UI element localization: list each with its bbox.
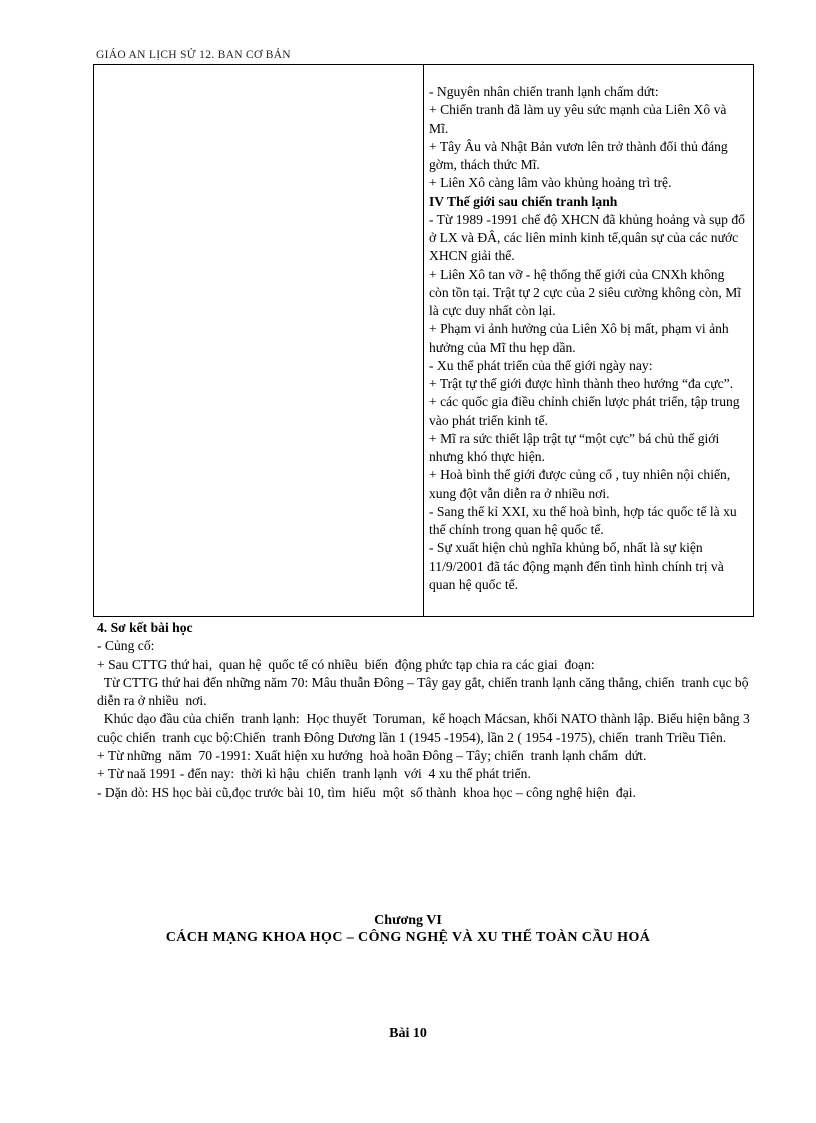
summary-line: + Từ naă 1991 - đến nay: thời kì hậu chiến tranh lạnh với 4 xu thế phát triển. — [97, 766, 531, 782]
table-paragraph: - Từ 1989 -1991 chế độ XHCN đã khủng hoảng và sụp đổ ở LX và ĐÂ, các liên minh kinh tế,quân sự của các nước XHCN giải thể. — [429, 211, 745, 264]
table-paragraph: + các quốc gia điều chỉnh chiến lược phát triển, tập trung vào phát triển kinh tế. — [429, 394, 740, 428]
summary-heading: 4. Sơ kết bài học — [97, 620, 193, 635]
right-column — [429, 83, 747, 594]
table-paragraph: + Liên Xô tan vỡ - hệ thống thế giới của CNXh không còn tồn tại. Trật tự 2 cực của 2 siêu cường không còn, Mĩ là cực duy nhất còn lại. — [429, 266, 742, 318]
summary-line: - Củng cố: — [97, 638, 155, 654]
lesson-summary — [97, 619, 769, 802]
summary-line: Từ CTTG thứ hai đến những năm 70: Mâu thuẫn Đông – Tây gay gắt, chiến tranh lạnh căng thẳng, chiến tranh cục bộ diễn ra ở nhiều nơi. — [97, 674, 752, 709]
table-paragraph: - Sang thế kỉ XXI, xu thế hoà bình, hợp tác quốc tế là xu thế chính trong quan hệ quốc tế. — [429, 503, 737, 537]
content-table — [93, 64, 754, 617]
summary-lines — [97, 637, 769, 802]
table-paragraph: - Nguyên nhân chiến tranh lạnh chấm dứt: — [429, 84, 659, 99]
table-paragraph: - Xu thế phát triển của thế giới ngày nay: — [429, 357, 653, 373]
section-heading: IV Thế giới sau chiến tranh lạnh — [429, 193, 618, 209]
table-paragraph: + Mĩ ra sức thiết lập trật tự “một cực” bá chủ thế giới nhưng khó thực hiện. — [429, 430, 720, 464]
table-paragraph: + Tây Âu và Nhật Bản vươn lên trở thành đối thủ đáng gờm, thách thức Mĩ. — [429, 138, 728, 172]
table-paragraph: + Phạm vi ảnh hưởng của Liên Xô bị mất, phạm vi ảnh hưởng của Mĩ thu hẹp dần. — [429, 321, 729, 355]
document-header: GIÁO AN LỊCH SỬ 12. BAN CƠ BẢN — [96, 49, 291, 61]
table-paragraph: - Sự xuất hiện chủ nghĩa khủng bố, nhất là sự kiện 11/9/2001 đã tác động mạnh đến tình hình chính trị và quan hệ quốc tế. — [429, 540, 724, 592]
table-paragraph: + Trật tự thế giới được hình thành theo hướng “đa cực”. — [429, 376, 734, 391]
chapter-number: Chương VI — [374, 913, 442, 928]
summary-line: + Từ những năm 70 -1991: Xuất hiện xu hướng hoà hoãn Đông – Tây; chiến tranh lạnh chấm dứt. — [97, 748, 647, 764]
chapter-title: CÁCH MẠNG KHOA HỌC – CÔNG NGHỆ VÀ XU THẾ TOÀN CẦU HOÁ — [165, 930, 651, 945]
column-divider — [423, 65, 424, 616]
summary-line: - Dặn dò: HS học bài cũ,đọc trước bài 10, tìm hiểu một số thành khoa học – công nghệ hiện đại. — [97, 784, 636, 800]
table-paragraph: + Hoà bình thế giới được củng cố , tuy nhiên nội chiến, xung đột vẫn diễn ra ở nhiều nơi. — [429, 467, 731, 501]
summary-line: Khúc dạo đầu của chiến tranh lạnh: Học thuyết Toruman, kế hoạch Mácsan, khối NATO thành lập. Biểu hiện bằng 3 cuộc chiến tranh cục bộ:Chiến tranh Đông Dương lần 1 (1945 -1954), lần 2 ( 1954 -1975), chiến tranh Triều Tiên. — [97, 711, 754, 745]
summary-line: + Sau CTTG thứ hai, quan hệ quốc tế có nhiều biến động phức tạp chia ra các giai đoạn: — [97, 656, 595, 672]
lesson-title: Bài 10 — [389, 1026, 427, 1041]
table-paragraph: + Chiến tranh đã làm uy yêu sức mạnh của Liên Xô và Mĩ. — [429, 102, 727, 136]
table-paragraph: + Liên Xô càng lâm vào khủng hoảng trì trệ. — [429, 175, 672, 191]
